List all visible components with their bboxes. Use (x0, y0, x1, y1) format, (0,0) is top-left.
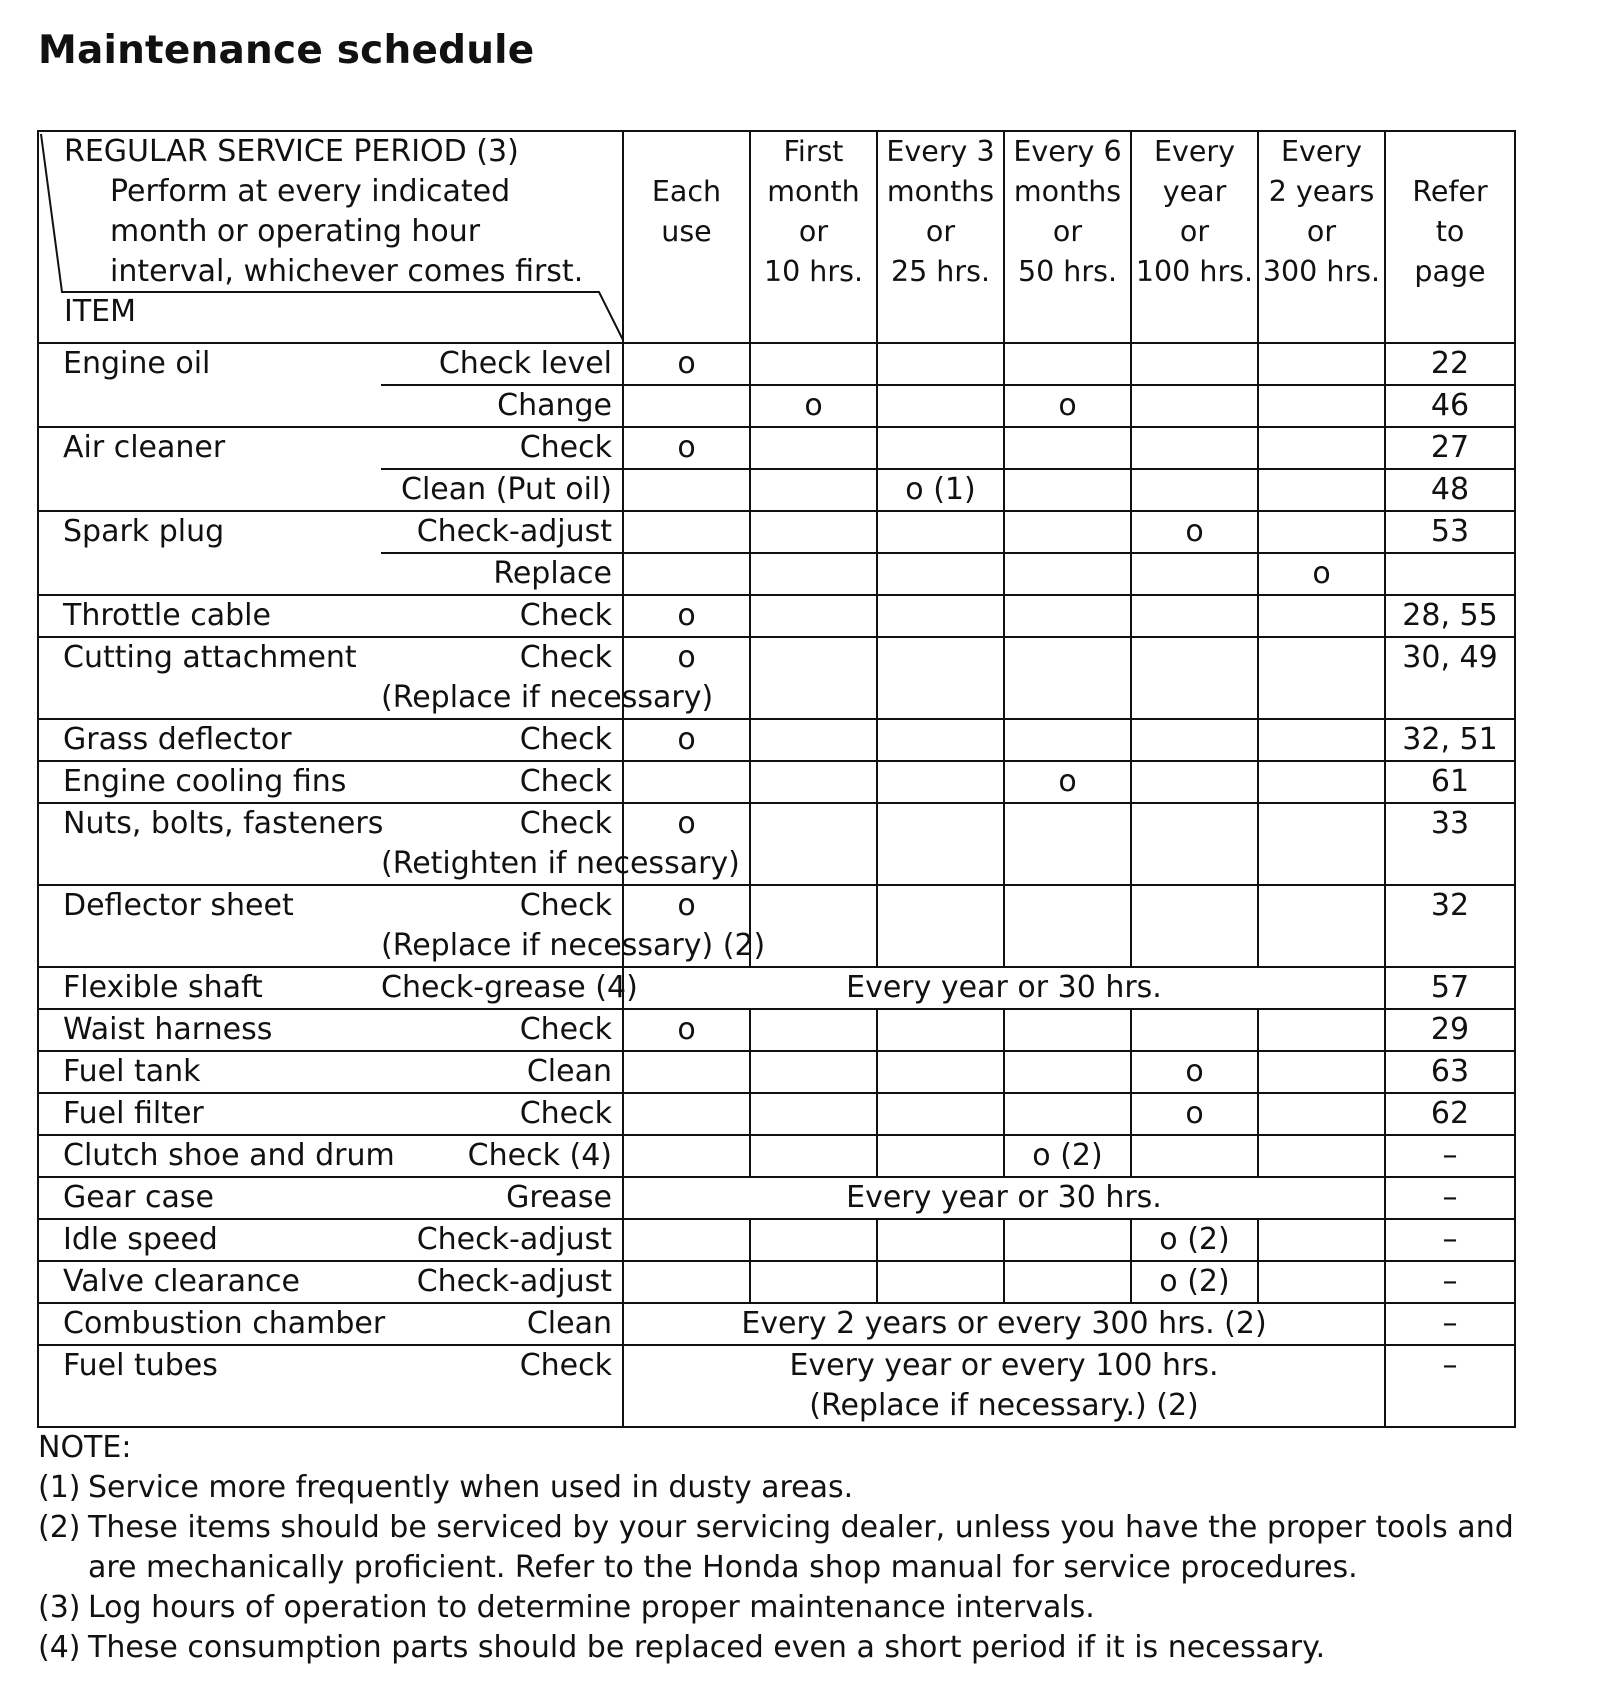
schedule-mark (877, 1093, 1004, 1135)
action-label: Check-grease (4) (381, 970, 638, 1005)
schedule-mark (623, 1093, 750, 1135)
table-row (38, 1177, 1515, 1219)
schedule-mark (1131, 761, 1258, 803)
schedule-mark (1131, 553, 1258, 595)
schedule-mark (623, 1135, 750, 1177)
page-title: Maintenance schedule (38, 28, 535, 73)
schedule-mark: o (1) (877, 469, 1004, 511)
note-text: Log hours of operation to determine proper maintenance intervals. (88, 1590, 1095, 1625)
schedule-mark (1258, 803, 1385, 885)
schedule-mark (1258, 343, 1385, 385)
interval-span (623, 1303, 1385, 1345)
page-reference: 63 (1385, 1051, 1515, 1093)
item-action (381, 1345, 623, 1427)
schedule-mark (623, 1261, 750, 1303)
action-label: Change (497, 388, 612, 423)
action-label: Check (519, 722, 612, 757)
item-name: Gear case (38, 1177, 381, 1219)
item-name: Engine oil (38, 343, 381, 385)
page-reference: 29 (1385, 1009, 1515, 1051)
table-row (38, 803, 1515, 885)
item-name: Grass deflector (38, 719, 381, 761)
item-action (381, 385, 623, 427)
header-row (38, 131, 1515, 343)
schedule-mark (1258, 1051, 1385, 1093)
item-action (381, 1009, 623, 1051)
table-row (38, 1261, 1515, 1303)
schedule-mark (1004, 595, 1131, 637)
item-action (381, 967, 638, 1009)
note-item (38, 1508, 1518, 1588)
page-reference: 28, 55 (1385, 595, 1515, 637)
schedule-mark: o (623, 427, 750, 469)
action-label: Check (4) (467, 1138, 612, 1173)
notes-section (38, 1428, 1518, 1668)
schedule-mark: o (1258, 553, 1385, 595)
schedule-mark (750, 719, 877, 761)
schedule-mark (623, 553, 750, 595)
schedule-mark (623, 385, 750, 427)
page-reference (1385, 553, 1515, 595)
action-label: Check (519, 1096, 612, 1131)
interval-span (623, 967, 1385, 1009)
schedule-mark (1258, 1093, 1385, 1135)
note-text: These items should be serviced by your servicing dealer, unless you have the proper tools and are mechanically proficient. Refer to the Honda shop manual for service procedures. (88, 1510, 1514, 1585)
schedule-mark (1258, 595, 1385, 637)
table-row (38, 343, 1515, 385)
schedule-mark (877, 885, 1004, 967)
action-label: Check (519, 888, 612, 923)
schedule-mark (877, 719, 1004, 761)
item-name (38, 385, 381, 427)
schedule-mark (623, 1219, 750, 1261)
interval-text: Every 2 years or every 300 hrs. (2) (741, 1306, 1267, 1341)
schedule-mark (1258, 385, 1385, 427)
table-row (38, 761, 1515, 803)
schedule-mark (1004, 1051, 1131, 1093)
page-reference: 62 (1385, 1093, 1515, 1135)
item-name: Fuel tank (38, 1051, 381, 1093)
item-name: Fuel filter (38, 1093, 381, 1135)
note-item (38, 1468, 1518, 1508)
col-first-month: First month or 10 hrs. (750, 131, 877, 343)
item-name: Flexible shaft (38, 967, 381, 1009)
note-number: (3) (38, 1590, 81, 1625)
schedule-mark (1131, 427, 1258, 469)
schedule-mark: o (2) (1131, 1261, 1258, 1303)
action-note: (Replace if necessary) (2) (381, 928, 766, 963)
interval-span (623, 1345, 1385, 1427)
table-row (38, 1345, 1515, 1427)
table-row (38, 1219, 1515, 1261)
col-every-6-months: Every 6 months or 50 hrs. (1004, 131, 1131, 343)
item-action (381, 1261, 623, 1303)
schedule-mark (877, 595, 1004, 637)
page-reference: 61 (1385, 761, 1515, 803)
schedule-mark (1258, 1261, 1385, 1303)
schedule-mark (1258, 1009, 1385, 1051)
schedule-mark (877, 1219, 1004, 1261)
item-action (381, 637, 714, 719)
page-reference: 30, 49 (1385, 637, 1515, 719)
schedule-mark: o (2) (1131, 1219, 1258, 1261)
item-name: Combustion chamber (38, 1303, 381, 1345)
page-reference: 46 (1385, 385, 1515, 427)
note-text: Service more frequently when used in dusty areas. (88, 1470, 854, 1505)
item-name: Valve clearance (38, 1261, 381, 1303)
item-action (381, 885, 766, 967)
table-row (38, 967, 1515, 1009)
table-row (38, 469, 1515, 511)
schedule-mark (750, 343, 877, 385)
schedule-mark (1004, 719, 1131, 761)
table-row (38, 637, 1515, 719)
page-reference: 32, 51 (1385, 719, 1515, 761)
action-note: (Replace if necessary) (381, 680, 714, 715)
item-action (381, 1177, 623, 1219)
action-label: Check (519, 640, 612, 675)
action-label: Check (519, 1012, 612, 1047)
schedule-mark (750, 761, 877, 803)
item-action (381, 719, 623, 761)
schedule-mark (1131, 595, 1258, 637)
col-every-year: Every year or 100 hrs. (1131, 131, 1258, 343)
page-reference: 33 (1385, 803, 1515, 885)
schedule-mark: o (1131, 511, 1258, 553)
table-row (38, 511, 1515, 553)
header-item-cell (38, 131, 623, 343)
action-label: Check (519, 764, 612, 799)
schedule-mark (1131, 885, 1258, 967)
schedule-mark (1004, 1261, 1131, 1303)
schedule-body (38, 343, 1515, 1427)
schedule-mark (1131, 719, 1258, 761)
action-label: Check-adjust (416, 1264, 612, 1299)
schedule-mark: o (1131, 1093, 1258, 1135)
table-row (38, 1051, 1515, 1093)
action-label: Check (519, 598, 612, 633)
table-row (38, 385, 1515, 427)
schedule-mark (1258, 511, 1385, 553)
schedule-mark (1004, 1093, 1131, 1135)
item-name: Throttle cable (38, 595, 381, 637)
page-reference: – (1385, 1219, 1515, 1261)
schedule-mark (1004, 1009, 1131, 1051)
col-each-use: Each use (623, 131, 750, 343)
table-row (38, 595, 1515, 637)
note-number: (2) (38, 1510, 81, 1545)
item-name (38, 553, 381, 595)
schedule-mark (877, 803, 1004, 885)
maintenance-schedule-table (37, 130, 1516, 1428)
schedule-mark (1004, 427, 1131, 469)
schedule-mark (1004, 885, 1131, 967)
table-row (38, 885, 1515, 967)
action-label: Clean (526, 1054, 612, 1089)
schedule-mark (1004, 553, 1131, 595)
action-label: Check (519, 1348, 612, 1383)
item-name: Idle speed (38, 1219, 381, 1261)
schedule-mark (750, 469, 877, 511)
schedule-mark (750, 885, 877, 967)
item-action (381, 761, 623, 803)
schedule-mark (877, 511, 1004, 553)
table-row (38, 553, 1515, 595)
schedule-mark (750, 595, 877, 637)
schedule-mark (1131, 637, 1258, 719)
item-name: Cutting attachment (38, 637, 381, 719)
schedule-mark: o (623, 1009, 750, 1051)
item-name: Clutch shoe and drum (38, 1135, 381, 1177)
schedule-mark (1004, 637, 1131, 719)
schedule-mark (623, 511, 750, 553)
notes-heading: NOTE: (38, 1430, 132, 1465)
schedule-mark (750, 553, 877, 595)
item-action (381, 803, 740, 885)
table-row (38, 719, 1515, 761)
schedule-mark (1131, 1009, 1258, 1051)
table-row (38, 1009, 1515, 1051)
table-row (38, 1135, 1515, 1177)
schedule-mark (1131, 803, 1258, 885)
schedule-mark: o (623, 885, 750, 967)
schedule-mark (877, 761, 1004, 803)
action-label: Replace (493, 556, 612, 591)
schedule-mark: o (1131, 1051, 1258, 1093)
note-number: (1) (38, 1470, 81, 1505)
interval-text: Every year or every 100 hrs. (789, 1348, 1219, 1383)
action-label: Check-adjust (416, 1222, 612, 1257)
schedule-mark (750, 637, 877, 719)
item-name: Deflector sheet (38, 885, 381, 967)
period-description: Perform at every indicated month or operating hour interval, whichever comes first. (110, 174, 584, 289)
schedule-mark (623, 469, 750, 511)
page-reference: – (1385, 1345, 1515, 1427)
schedule-mark (750, 803, 877, 885)
schedule-mark (750, 1261, 877, 1303)
schedule-mark (877, 1051, 1004, 1093)
action-label: Check (519, 430, 612, 465)
item-action (381, 469, 623, 511)
item-action (381, 595, 623, 637)
schedule-mark (1258, 885, 1385, 967)
schedule-mark (750, 1051, 877, 1093)
schedule-mark (1131, 343, 1258, 385)
schedule-mark (1258, 637, 1385, 719)
item-action (381, 1135, 623, 1177)
schedule-mark: o (623, 637, 750, 719)
schedule-mark (1258, 427, 1385, 469)
item-label: ITEM (64, 294, 137, 329)
schedule-mark (877, 637, 1004, 719)
page-reference: 32 (1385, 885, 1515, 967)
item-name: Nuts, bolts, fasteners (38, 803, 381, 885)
schedule-mark (877, 1135, 1004, 1177)
schedule-mark: o (623, 719, 750, 761)
item-name (38, 469, 381, 511)
page-reference: – (1385, 1261, 1515, 1303)
action-label: Check (519, 806, 612, 841)
action-label: Check level (438, 346, 612, 381)
schedule-mark: o (623, 803, 750, 885)
schedule-mark: o (623, 595, 750, 637)
item-action (381, 1093, 623, 1135)
item-name: Spark plug (38, 511, 381, 553)
schedule-mark (750, 427, 877, 469)
table-row (38, 1303, 1515, 1345)
interval-text: Every year or 30 hrs. (846, 1180, 1162, 1215)
item-name: Fuel tubes (38, 1345, 381, 1427)
schedule-mark: o (2) (1004, 1135, 1131, 1177)
schedule-mark (1258, 469, 1385, 511)
item-action (381, 511, 623, 553)
col-refer-page: Refer to page (1385, 131, 1515, 343)
schedule-mark (1004, 1219, 1131, 1261)
schedule-mark (1131, 385, 1258, 427)
page-reference: – (1385, 1135, 1515, 1177)
note-item (38, 1588, 1518, 1628)
note-text: These consumption parts should be replaced even a short period if it is necessary. (88, 1630, 1326, 1665)
interval-text: Every year or 30 hrs. (846, 970, 1162, 1005)
col-every-3-months: Every 3 months or 25 hrs. (877, 131, 1004, 343)
table-row (38, 1093, 1515, 1135)
item-action (381, 343, 623, 385)
schedule-mark (1258, 719, 1385, 761)
schedule-mark (750, 1219, 877, 1261)
table-row (38, 427, 1515, 469)
period-label: REGULAR SERVICE PERIOD (3) (64, 134, 519, 169)
item-name: Air cleaner (38, 427, 381, 469)
note-item (38, 1628, 1518, 1668)
schedule-mark (877, 343, 1004, 385)
col-every-2-years: Every 2 years or 300 hrs. (1258, 131, 1385, 343)
schedule-mark (877, 553, 1004, 595)
schedule-mark (1004, 469, 1131, 511)
page-reference: 48 (1385, 469, 1515, 511)
action-label: Clean (526, 1306, 612, 1341)
page-reference: – (1385, 1177, 1515, 1219)
schedule-mark (1004, 803, 1131, 885)
page-reference: 57 (1385, 967, 1515, 1009)
item-action (381, 1051, 623, 1093)
note-number: (4) (38, 1630, 81, 1665)
schedule-mark (750, 1009, 877, 1051)
schedule-mark (1004, 511, 1131, 553)
page-reference: 22 (1385, 343, 1515, 385)
page-reference: 53 (1385, 511, 1515, 553)
action-label: Grease (506, 1180, 612, 1215)
schedule-mark: o (623, 343, 750, 385)
schedule-mark (877, 427, 1004, 469)
schedule-mark (750, 1093, 877, 1135)
schedule-mark (877, 385, 1004, 427)
schedule-mark (877, 1261, 1004, 1303)
schedule-mark (1258, 1219, 1385, 1261)
item-action (381, 1219, 623, 1261)
item-action (381, 553, 623, 595)
schedule-mark: o (750, 385, 877, 427)
schedule-mark (623, 761, 750, 803)
item-name: Waist harness (38, 1009, 381, 1051)
page-reference: – (1385, 1303, 1515, 1345)
item-action (381, 1303, 623, 1345)
schedule-mark (1258, 1135, 1385, 1177)
schedule-mark: o (1004, 761, 1131, 803)
page-reference: 27 (1385, 427, 1515, 469)
schedule-mark (1131, 1135, 1258, 1177)
schedule-mark (750, 511, 877, 553)
item-action (381, 427, 623, 469)
schedule-mark (623, 1051, 750, 1093)
interval-span (623, 1177, 1385, 1219)
action-note: (Retighten if necessary) (381, 846, 740, 881)
schedule-mark (1258, 761, 1385, 803)
action-label: Clean (Put oil) (401, 472, 612, 507)
action-label: Check-adjust (416, 514, 612, 549)
interval-note: (Replace if necessary.) (2) (809, 1388, 1199, 1423)
schedule-mark (1131, 469, 1258, 511)
schedule-mark (750, 1135, 877, 1177)
schedule-mark (877, 1009, 1004, 1051)
schedule-mark: o (1004, 385, 1131, 427)
schedule-mark (1004, 343, 1131, 385)
item-name: Engine cooling fins (38, 761, 381, 803)
notes-list (38, 1468, 1518, 1668)
